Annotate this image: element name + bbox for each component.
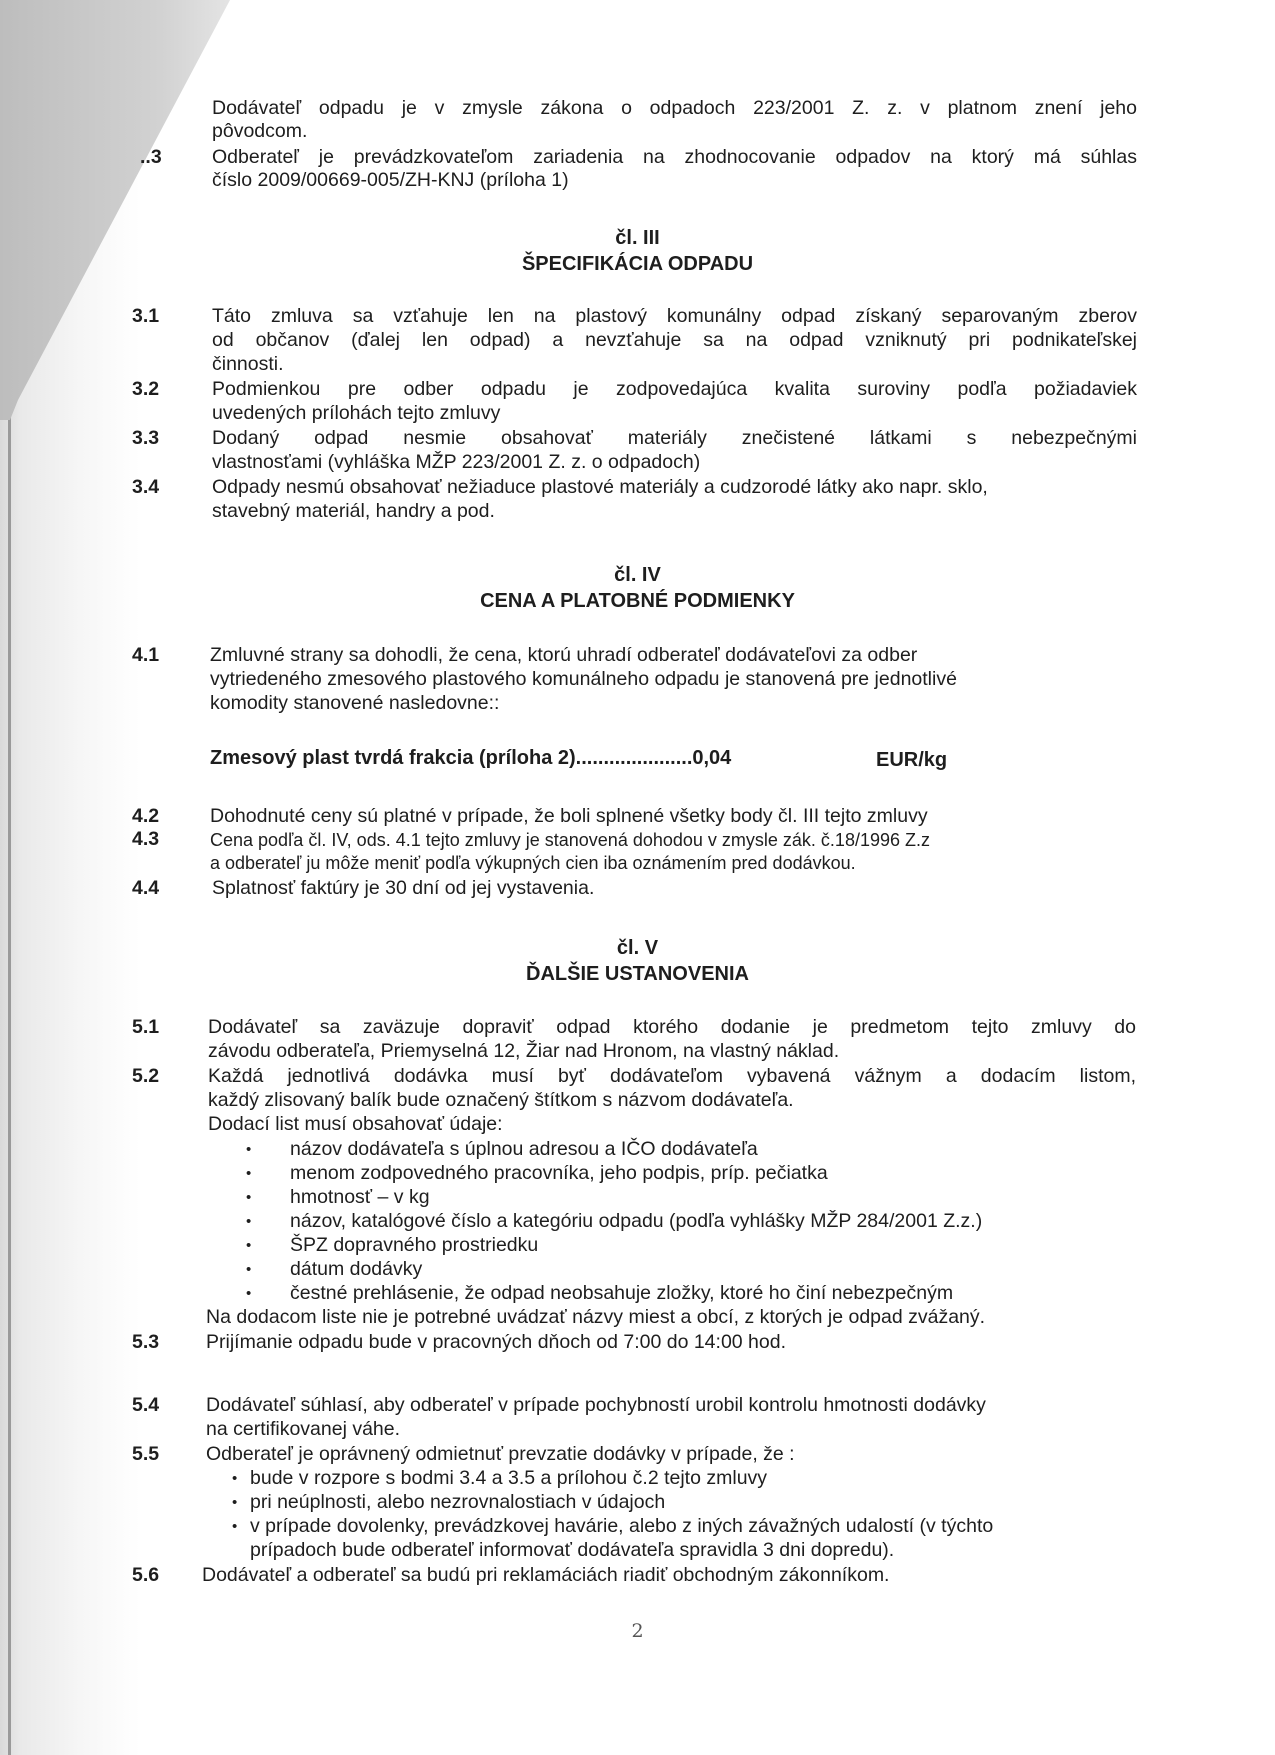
clause-number: 4.4 xyxy=(132,877,160,899)
bullet-item: • hmotnosť – v kg xyxy=(290,1186,430,1209)
clause-line: uvedených prílohách tejto zmluvy xyxy=(212,402,501,424)
article-number: čl. III xyxy=(615,227,660,249)
clause-line: na certifikovanej váhe. xyxy=(206,1418,401,1440)
bullet-item: • čestné prehlásenie, že odpad neobsahuje zložky, ktoré ho činí nebezpečným xyxy=(290,1282,953,1305)
clause-line: Splatnosť faktúry je 30 dní od jej vystavenia. xyxy=(212,877,595,899)
clause-line: každý zlisovaný balík bude označený štítkom s názvom dodávateľa. xyxy=(208,1089,794,1111)
bullet-item: • názov, katalógové číslo a kategóriu odpadu (podľa vyhlášky MŽP 284/2001 Z.z.) xyxy=(290,1210,982,1233)
page-number: 2 xyxy=(631,1620,644,1642)
clause-number: 4.1 xyxy=(132,644,160,666)
clause-line: Cena podľa čl. IV, ods. 4.1 tejto zmluvy je stanovená dohodou v zmysle zák. č.18/1996 Z.z xyxy=(210,830,930,850)
clause-number: 5.6 xyxy=(132,1564,160,1586)
clause-line: Dodávateľ súhlasí, aby odberateľ v prípade pochybností urobil kontrolu hmotnosti dodávky xyxy=(206,1394,986,1416)
clause-line: vytriedeného zmesového plastového komunálneho odpadu je stanovená pre jednotlivé xyxy=(210,668,957,690)
clause-line: vlastnosťami (vyhláška MŽP 223/2001 Z. z. o odpadoch) xyxy=(212,451,701,473)
clause-number: 5.4 xyxy=(132,1394,160,1416)
clause-line: Dohodnuté ceny sú platné v prípade, že boli splnené všetky body čl. III tejto zmluvy xyxy=(210,805,928,827)
clause-line: Prijímanie odpadu bude v pracovných dňoch od 7:00 do 14:00 hod. xyxy=(206,1331,787,1353)
clause-line: Dodací list musí obsahovať údaje: xyxy=(208,1113,503,1135)
clause-line: od občanov (ďalej len odpad) a nevzťahuje sa na odpad vzniknutý pri podnikateľskej xyxy=(212,329,1137,351)
clause-line: prípadoch bude odberateľ informovať dodávateľa spravidla 3 dni dopredu). xyxy=(250,1539,895,1561)
bullet-item: • ŠPZ dopravného prostriedku xyxy=(290,1234,538,1257)
clause-number: 5.3 xyxy=(132,1331,160,1353)
article-number: čl. IV xyxy=(614,564,661,586)
intro-line: Odberateľ je prevádzkovateľom zariadenia na zhodnocovanie odpadov na ktorý má súhlas xyxy=(212,146,1137,168)
clause-number: 5.1 xyxy=(132,1016,160,1038)
clause-line: činnosti. xyxy=(212,353,284,375)
bullet-item: • pri neúplnosti, alebo nezrovnalostiach v údajoch xyxy=(250,1491,665,1514)
intro-line: pôvodcom. xyxy=(212,120,308,142)
clause-number: 3.1 xyxy=(132,305,160,327)
clause-number: 4.3 xyxy=(132,828,160,850)
clause-number: 3.3 xyxy=(132,427,160,449)
bullet-item: • menom zodpovedného pracovníka, jeho podpis, príp. pečiatka xyxy=(290,1162,828,1185)
clause-line: stavebný materiál, handry a pod. xyxy=(212,500,495,522)
clause-number: ..3 xyxy=(140,146,162,168)
clause-line: Dodávateľ sa zaväzuje dopraviť odpad ktorého dodanie je predmetom tejto zmluvy do xyxy=(208,1016,1136,1038)
bullet-item: • názov dodávateľa s úplnou adresou a IČO dodávateľa xyxy=(290,1138,758,1161)
page-curl xyxy=(0,0,240,420)
clause-line: Podmienkou pre odber odpadu je zodpovedajúca kvalita suroviny podľa požiadaviek xyxy=(212,378,1137,400)
clause-number: 4.2 xyxy=(132,805,160,827)
bullet-item: • dátum dodávky xyxy=(290,1258,422,1281)
price-unit: EUR/kg xyxy=(876,749,948,771)
clause-line: Zmluvné strany sa dohodli, že cena, ktorú uhradí odberateľ dodávateľovi za odber xyxy=(210,644,918,666)
clause-number: 5.2 xyxy=(132,1065,160,1087)
clause-number: 3.4 xyxy=(132,476,160,498)
article-title: ĎALŠIE USTANOVENIA xyxy=(526,963,749,985)
intro-line: číslo 2009/00669-005/ZH-KNJ (príloha 1) xyxy=(212,169,569,191)
clause-line: Odberateľ je oprávnený odmietnuť prevzatie dodávky v prípade, že : xyxy=(206,1443,795,1465)
article-number: čl. V xyxy=(616,937,659,959)
clause-line: komodity stanovené nasledovne:: xyxy=(210,692,500,714)
article-title: ŠPECIFIKÁCIA ODPADU xyxy=(521,253,754,275)
clause-line: a odberateľ ju môže meniť podľa výkupných cien iba oznámením pred dodávkou. xyxy=(210,853,856,873)
clause-line: Dodaný odpad nesmie obsahovať materiály znečistené látkami s nebezpečnými xyxy=(212,427,1137,449)
clause-number: 3.2 xyxy=(132,378,160,400)
price-line: Zmesový plast tvrdá frakcia (príloha 2).....................0,04 xyxy=(210,747,732,769)
clause-number: 5.5 xyxy=(132,1443,160,1465)
clause-line: závodu odberateľa, Priemyselná 12, Žiar nad Hronom, na vlastný náklad. xyxy=(208,1040,840,1062)
clause-line: Táto zmluva sa vzťahuje len na plastový komunálny odpad získaný separovaným zberov xyxy=(212,305,1137,327)
clause-line: Dodávateľ a odberateľ sa budú pri reklamáciách riadiť obchodným zákonníkom. xyxy=(202,1564,890,1586)
article-title: CENA A PLATOBNÉ PODMIENKY xyxy=(480,590,795,612)
clause-line: Odpady nesmú obsahovať nežiaduce plastové materiály a cudzorodé látky ako napr. sklo, xyxy=(212,476,988,498)
intro-line: Dodávateľ odpadu je v zmysle zákona o odpadoch 223/2001 Z. z. v platnom znení jeho xyxy=(212,97,1137,119)
clause-line: Na dodacom liste nie je potrebné uvádzať názvy miest a obcí, z ktorých je odpad zvážaný. xyxy=(206,1306,986,1328)
clause-line: Každá jednotlivá dodávka musí byť dodávateľom vybavená vážnym a dodacím listom, xyxy=(208,1065,1136,1087)
bullet-item: • v prípade dovolenky, prevádzkovej havárie, alebo z iných závažných udalostí (v týchto xyxy=(250,1515,993,1538)
bullet-item: • bude v rozpore s bodmi 3.4 a 3.5 a prílohou č.2 tejto zmluvy xyxy=(250,1467,767,1490)
